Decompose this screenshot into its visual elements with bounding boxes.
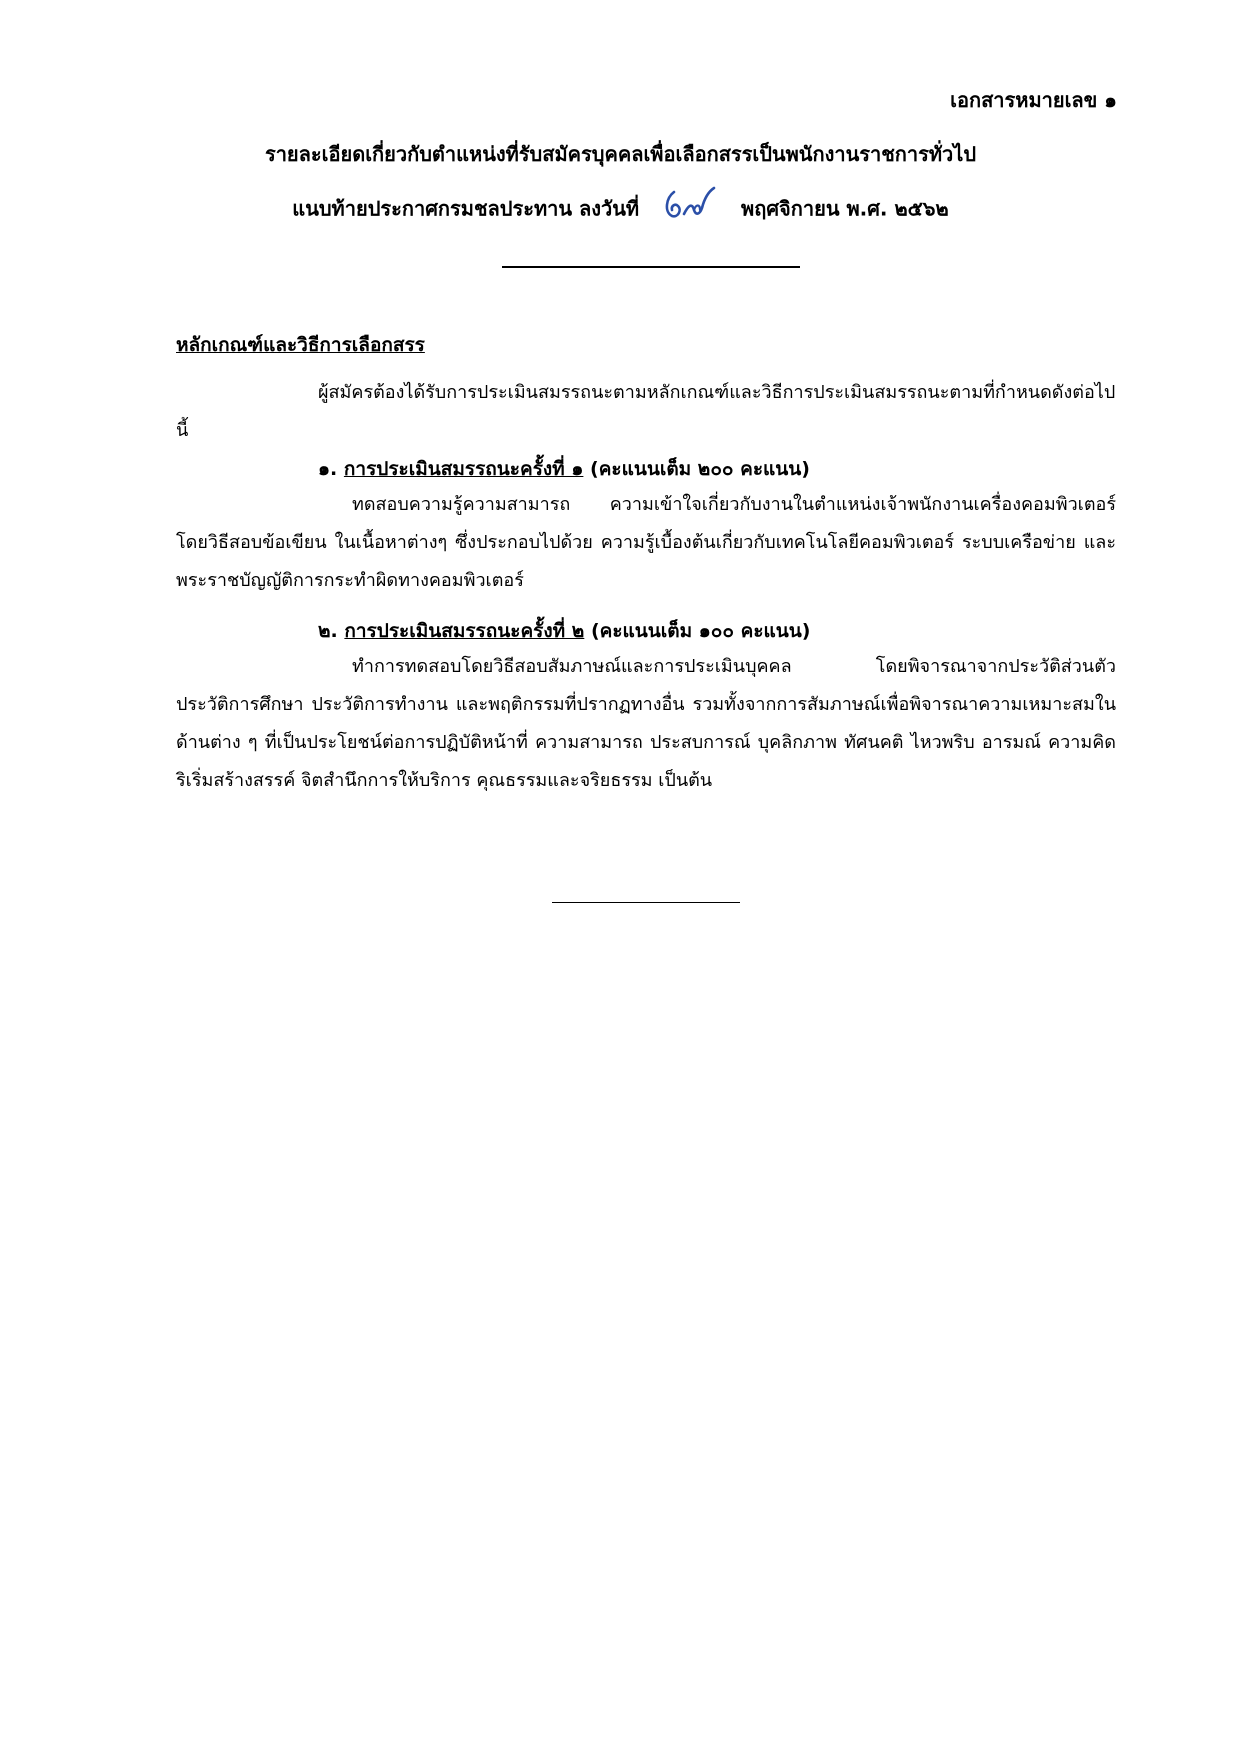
- assessment-1-number: ๑.: [318, 458, 338, 480]
- assessment-2-paragraph: ทำการทดสอบโดยวิธีสอบสัมภาษณ์และการประเมินบุคคล โดยพิจารณาจากประวัติส่วนตัว ประวัติการศึกษา ประวัติการทำงาน และพฤติกรรมที่ปรากฏทางอื่น รวมทั้งจากการสัมภาษณ์เพื่อพิจารณาความเหมาะสมในด้านต่าง ๆ ที่เป็นประโยชน์ต่อการปฏิบัติหน้าที่ ความสามารถ ประสบการณ์ บุคลิกภาพ ทัศนคติ ไหวพริบ อารมณ์ ความคิดริเริ่มสร้างสรรค์ จิตสำนึกการให้บริการ คุณธรรมและจริยธรรม เป็นต้น: [176, 656, 1116, 791]
- assessment-2-title: การประเมินสมรรถนะครั้งที่ ๒: [344, 620, 585, 642]
- end-divider: [552, 902, 740, 903]
- assessment-1-paragraph: ทดสอบความรู้ความสามารถ ความเข้าใจเกี่ยวกับงานในตำแหน่งเจ้าพนักงานเครื่องคอมพิวเตอร์ โดยวิธีสอบข้อเขียน ในเนื้อหาต่างๆ ซึ่งประกอบไปด้วย ความรู้เบื้องต้นเกี่ยวกับเทคโนโลยีคอมพิวเตอร์ ระบบเครือข่าย และพระราชบัญญัติการกระทำผิดทางคอมพิวเตอร์: [176, 494, 1116, 591]
- intro-paragraph: ผู้สมัครต้องได้รับการประเมินสมรรถนะตามหลักเกณฑ์และวิธีการประเมินสมรรถนะตามที่กำหนดดังต่อไปนี้: [176, 382, 1116, 441]
- assessment-2-heading: [318, 616, 810, 646]
- title-divider: [502, 266, 800, 268]
- document-subtitle: [0, 190, 1241, 230]
- assessment-2-number: ๒.: [318, 620, 338, 642]
- assessment-1-heading: [318, 454, 810, 484]
- document-title: รายละเอียดเกี่ยวกับตำแหน่งที่รับสมัครบุคคลเพื่อเลือกสรรเป็นพนักงานราชการทั่วไป: [264, 142, 977, 166]
- subtitle-suffix: พฤศจิกายน พ.ศ. ๒๕๖๒: [741, 196, 949, 221]
- subtitle-prefix: แนบท้ายประกาศกรมชลประทาน ลงวันที่: [292, 196, 640, 221]
- assessment-1-title: การประเมินสมรรถนะครั้งที่ ๑: [343, 458, 584, 480]
- assessment-1-score: (คะแนนเต็ม ๒๐๐ คะแนน): [590, 458, 810, 480]
- assessment-2-score: (คะแนนเต็ม ๑๐๐ คะแนน): [590, 620, 811, 642]
- handwritten-date-mark: [660, 184, 720, 224]
- section-heading: หลักเกณฑ์และวิธีการเลือกสรร: [176, 334, 425, 356]
- document-number: เอกสารหมายเลข ๑: [950, 88, 1117, 112]
